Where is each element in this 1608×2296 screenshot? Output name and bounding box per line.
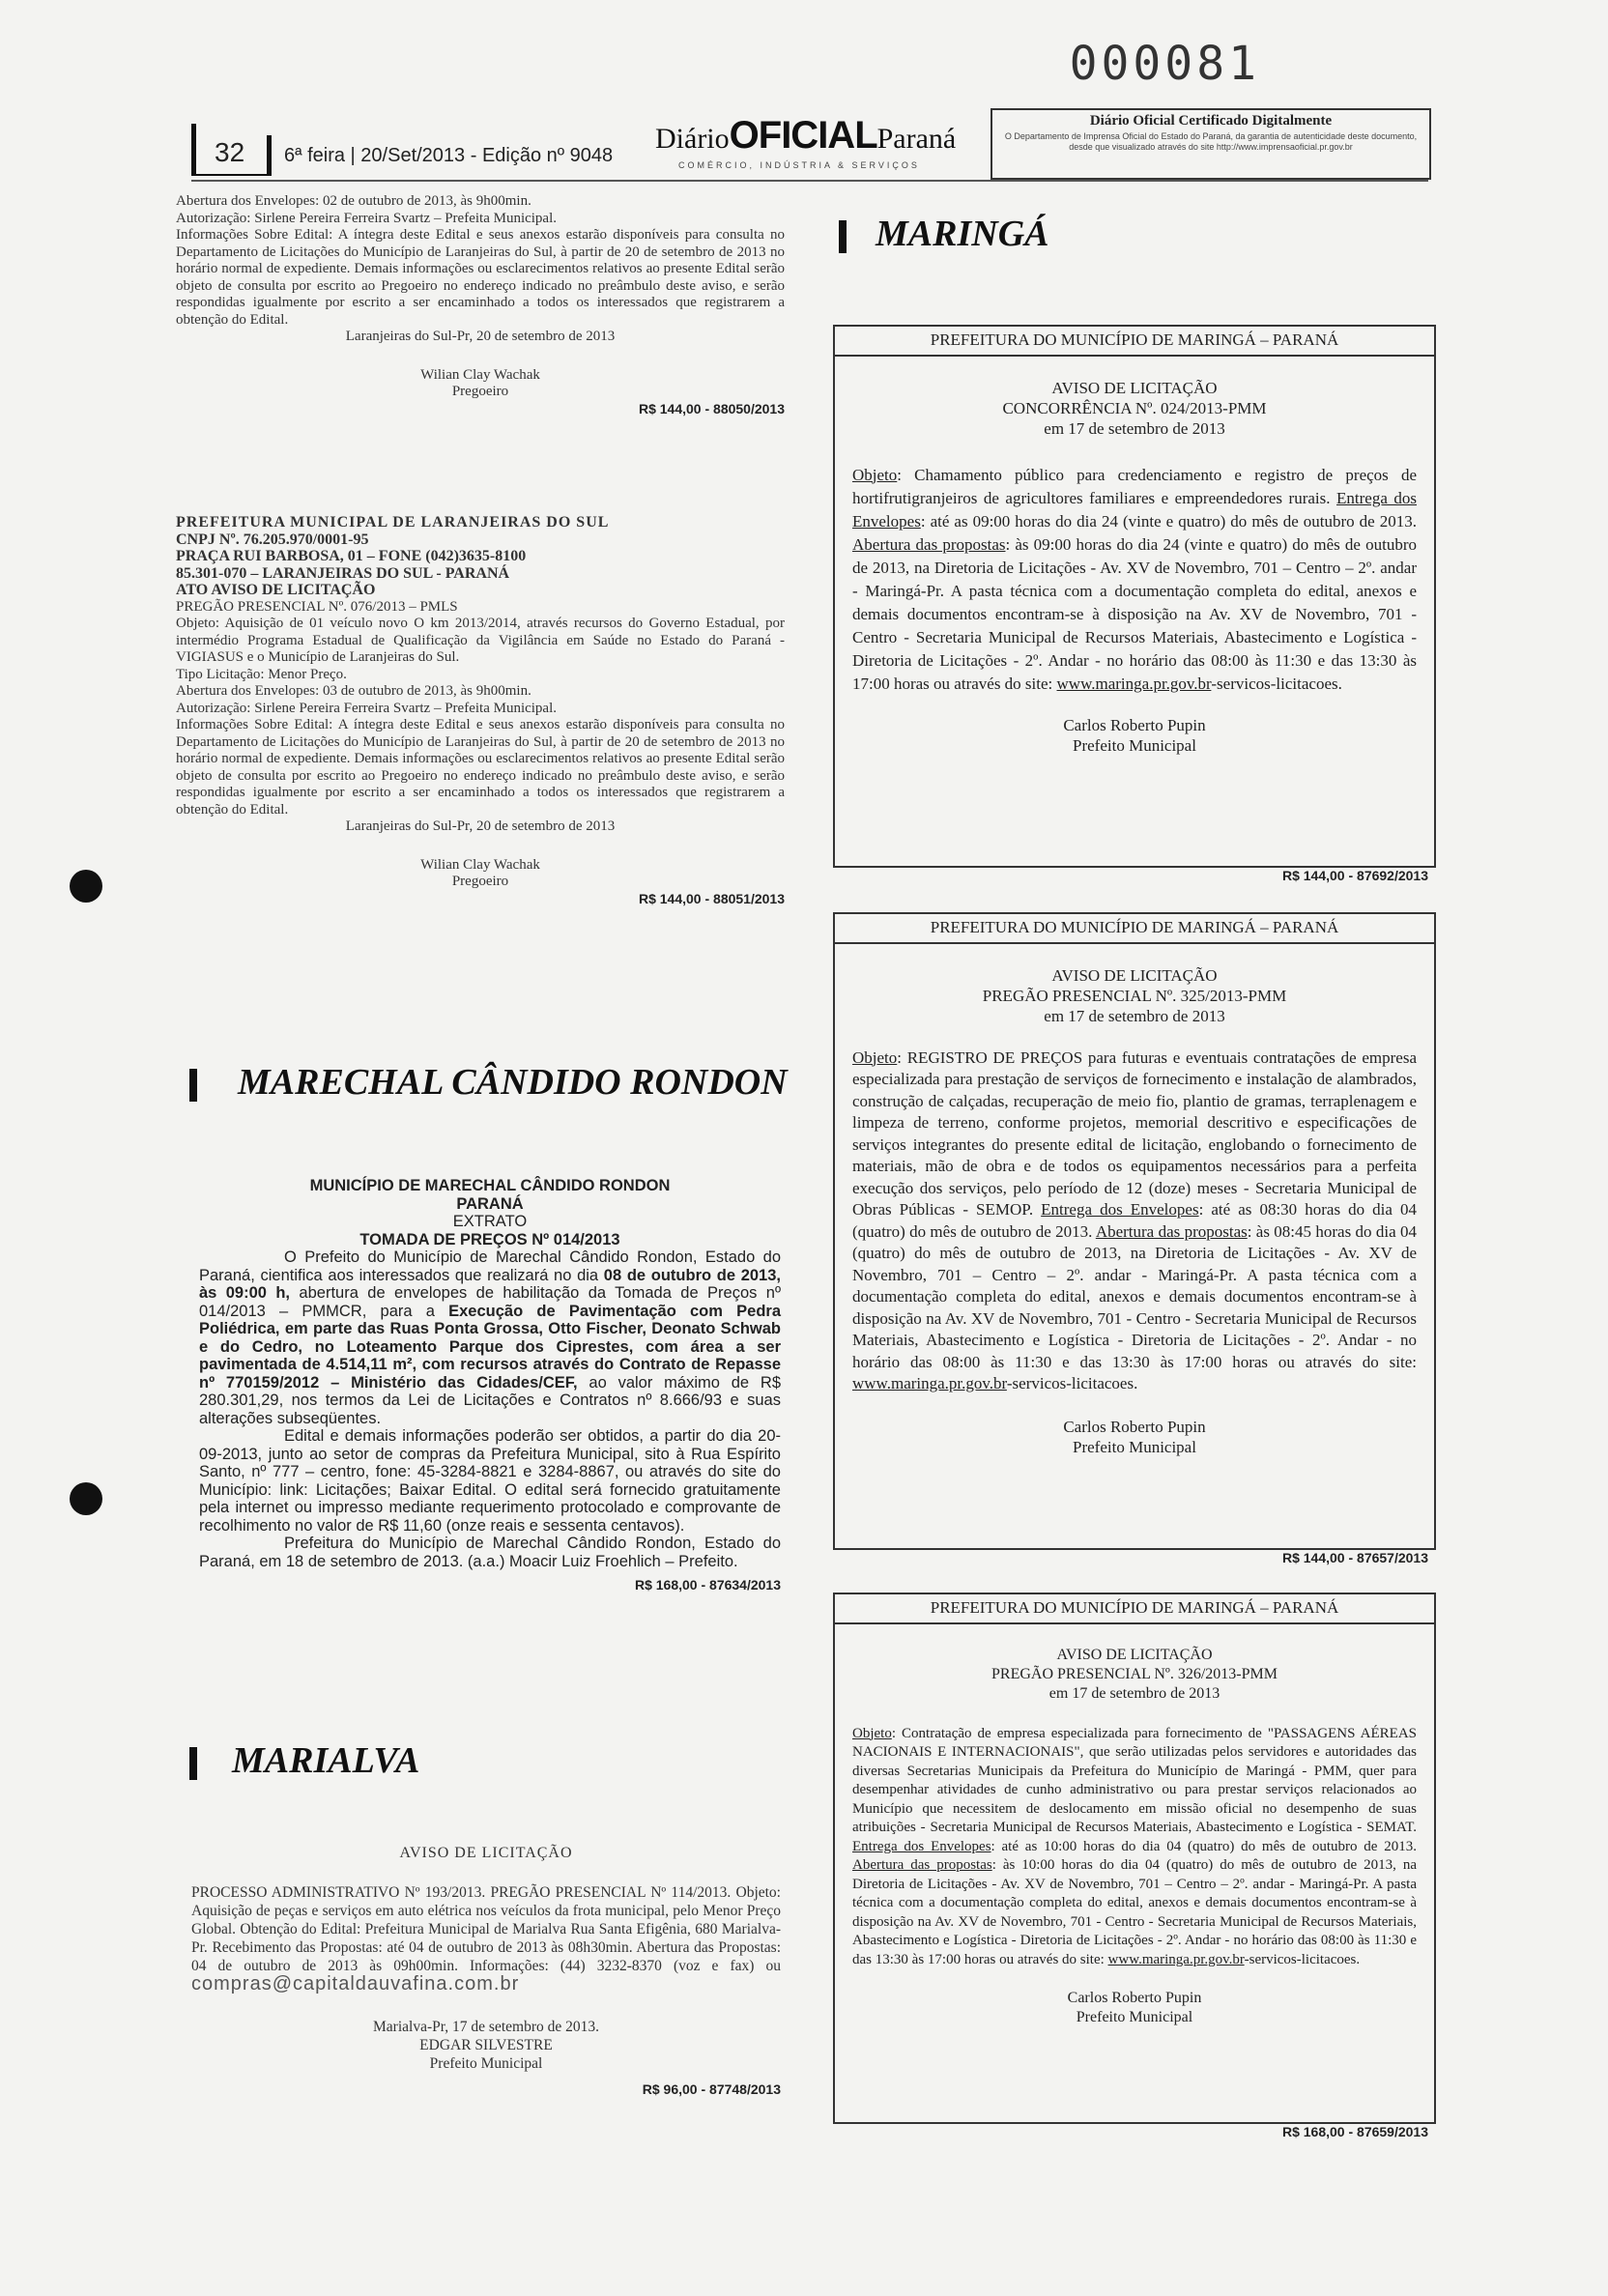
laranjeiras-notice xyxy=(176,514,785,907)
b3-line-2: PREGÃO PRESENCIAL Nº. 326/2013-PMM xyxy=(991,1665,1278,1682)
mar-sig-name: EDGAR SILVESTRE xyxy=(419,2037,553,2053)
cert-body: O Departamento de Imprensa Oficial do Estado do Paraná, da garantia de autenticidade deste documento, desde que visualizado através do site http://www.imprensaoficial.pr.gov.br xyxy=(1004,131,1418,152)
mar-price: R$ 96,00 - 87748/2013 xyxy=(642,2081,781,2097)
mcr-paragraph-1: O Prefeito do Município de Marechal Cândido Rondon, Estado do Paraná, cientifica aos interessados que realizará no dia 08 de outubro de 2013, às 09:00 h, abertura de envelopes de habilitação da Tomada de Preços nº 014/2013 – PMMCR, para a Execução de Pavimentação com Pedra Poliédrica, em parte das Ruas Ponta Grossa, Otto Fischer, Deonato Schwab e do Cedro, no Loteamento Parque dos Ciprestes, com área a ser pavimentada de 4.514,11 m², com recursos através do Contrato de Repasse nº 770159/2012 – Ministério das Cidades/CEF, ao valor máximo de R$ 280.301,29, nos termos da Lei de Licitações e Contratos nº 8.666/93 e suas alterações subseqüentes. xyxy=(199,1248,781,1427)
b3-line-3: em 17 de setembro de 2013 xyxy=(1048,1684,1220,1702)
b2-body: Objeto: REGISTRO DE PREÇOS para futuras e eventuais contratações de empresa especializada para prestação de serviços de fornecimento e instalação de alambrados, construção de calçadas, recuperação de meio fio, plantio de gramas, terraplenagem e limpeza de terreno, conforme projetos, memorial descritivo e especificações de serviços integrantes do presente edital de licitação, englobando o fornecimento de materiais, mão de obra e de todos os equipamentos necessários para a perfeita execução dos serviços, pelo período de 12 (doze) meses - Secretaria Municipal de Obras Públicas - SEMOP. Entrega dos Envelopes: até as 08:30 horas do dia 04 (quatro) do mês de outubro de 2013. Abertura das propostas: às 08:45 horas do dia 04 (quatro) do mês de outubro de 2013, na Diretoria de Licitações - Av. XV de Novembro, 701 – Centro – 2º. andar - Maringá-Pr. A pasta técnica com a documentação completa do edital, anexos e demais documentos encontram-se à disposição na Av. XV de Novembro, 701 - Centro - Secretaria Municipal de Recursos Materiais, Abastecimento e Logística - Diretoria de Licitações - 2º. Andar - no horário das 08:00 às 11:30 e das 13:30 às 17:00 horas ou através do site: www.maringa.pr.gov.br-servicos-licitacoes. xyxy=(852,1048,1418,1392)
b2-title: PREFEITURA DO MUNICÍPIO DE MARINGÁ – PARANÁ xyxy=(930,918,1339,936)
autorizacao-line: Autorização: Sirlene Pereira Ferreira Svartz – Prefeita Municipal. xyxy=(176,210,558,226)
b3-title: PREFEITURA DO MUNICÍPIO DE MARINGÁ – PARANÁ xyxy=(930,1598,1339,1617)
section-bar xyxy=(189,1069,197,1102)
b2-line-2: PREGÃO PRESENCIAL Nº. 325/2013-PMM xyxy=(982,986,1287,1005)
maringa-notice-2 xyxy=(833,912,1436,1550)
mar-local: Marialva-Pr, 17 de setembro de 2013. xyxy=(373,2019,599,2035)
maringa-notice-3 xyxy=(833,1593,1436,2124)
b2-price: R$ 144,00 - 87657/2013 xyxy=(1281,1550,1428,1565)
mcr-paragraph-2: Edital e demais informações poderão ser obtidos, a partir do dia 20-09-2013, junto ao setor de compras da Prefeitura Municipal, sito à Rua Espírito Santo, nº 777 – centro, fone: 45-3284-8821 e 3284-8867, ou através do site do Município: link: Licitações; Baixar Edital. O edital será fornecido gratuitamente pela internet ou impresso mediante requerimento protocolado e comprovante de recolhimento no valor de R$ 11,60 (onze reais e sessenta centavos). xyxy=(199,1427,781,1535)
lar-autorizacao: Autorização: Sirlene Pereira Ferreira Svartz – Prefeita Municipal. xyxy=(176,700,558,716)
section-bar xyxy=(189,1747,197,1780)
mar-sig-role: Prefeito Municipal xyxy=(429,2055,543,2072)
lar-pregao: PREGÃO PRESENCIAL Nº. 076/2013 – PMLS xyxy=(176,598,458,615)
price-tag: R$ 144,00 - 88050/2013 xyxy=(638,400,785,416)
header-rule xyxy=(191,180,1428,182)
b3-site-link[interactable]: www.maringa.pr.gov.br xyxy=(1107,1951,1245,1967)
marechal-notice xyxy=(199,1177,781,1594)
lar-header-5: ATO AVISO DE LICITAÇÃO xyxy=(176,582,376,598)
b1-site-link[interactable]: www.maringa.pr.gov.br xyxy=(1056,674,1212,693)
lar-objeto: Objeto: Aquisição de 01 veículo novo O km 2013/2014, através recursos do Governo Estadual, por intermédio Programa Estadual de Qualificação da Vigilância em Saúde no Estado do Paraná - VIGIASUS e o Município de Laranjeiras do Sul. xyxy=(176,616,785,665)
b1-sig-name: Carlos Roberto Pupin xyxy=(1063,715,1206,734)
maringa-notice-1 xyxy=(833,325,1436,868)
b3-body: Objeto: Contratação de empresa especializada para fornecimento de "PASSAGENS AÉREAS NACIONAIS E INTERNACIONAIS", que serão utilizadas pelos servidores e autoridades das diversas Secretarias Municipais da Prefeitura do Município de Maringá - PMM, quer para desempenhar atividades de cunho administrativo ou para prestar serviços relacionados ao Município que necessitem de deslocamento em missão oficial no desempenho de suas atribuições - Secretaria Municipal de Recursos Materiais, Abastecimento e Logística - SEMAT. Entrega dos Envelopes: até as 10:00 horas do dia 04 (quatro) do mês de outubro de 2013. Abertura das propostas: às 10:00 horas do dia 04 (quatro) do mês de outubro de 2013, na Diretoria de Licitações - Av. XV de Novembro, 701 – Centro – 2º. andar - Maringá-Pr. A pasta técnica com a documentação completa do edital, anexos e demais documentos encontram-se à disposição na Av. XV de Novembro, 701 - Centro - Secretaria Municipal de Recursos Materiais, Abastecimento e Logística - Diretoria de Licitações - 2º. Andar - no horário das 08:00 às 11:30 e das 13:30 às 17:00 horas ou através do site: www.maringa.pr.gov.br-servicos-licitacoes. xyxy=(852,1725,1417,1967)
lar-header-2: CNPJ Nº. 76.205.970/0001-95 xyxy=(176,531,369,548)
cert-title: Diário Oficial Certificado Digitalmente xyxy=(1089,113,1333,129)
mcr-paragraph-3: Prefeitura do Município de Marechal Cândido Rondon, Estado do Paraná, em 18 de setembro de 2013. (a.a.) Moacir Luiz Froehlich – Prefeito. xyxy=(199,1535,781,1570)
lar-sig-name: Wilian Clay Wachak xyxy=(420,856,540,873)
signature-role: Pregoeiro xyxy=(451,384,509,399)
b3-line-1: AVISO DE LICITAÇÃO xyxy=(1056,1646,1213,1663)
b1-line-3: em 17 de setembro de 2013 xyxy=(1044,418,1225,438)
lar-header-4: 85.301-070 – LARANJEIRAS DO SUL - PARANÁ xyxy=(176,564,510,582)
punch-hole xyxy=(70,870,102,903)
b1-sig-role: Prefeito Municipal xyxy=(1073,735,1196,755)
section-heading-marechal: MARECHAL CÂNDIDO RONDON xyxy=(238,1062,788,1103)
b2-line-1: AVISO DE LICITAÇÃO xyxy=(1051,965,1218,985)
masthead-subtitle: COMÉRCIO, INDÚSTRIA & SERVIÇOS xyxy=(678,160,920,170)
lar-abertura: Abertura dos Envelopes: 03 de outubro de 2013, às 9h00min. xyxy=(176,683,531,699)
mcr-h4: TOMADA DE PREÇOS Nº 014/2013 xyxy=(359,1230,620,1248)
masthead-logo: DiárioOFICIALParaná xyxy=(655,114,957,157)
b3-price: R$ 168,00 - 87659/2013 xyxy=(1281,2124,1428,2139)
abertura-line: Abertura dos Envelopes: 02 de outubro de 2013, às 9h00min. xyxy=(176,193,531,209)
header-separator xyxy=(267,135,272,176)
b2-sig-role: Prefeito Municipal xyxy=(1073,1437,1196,1456)
b1-price: R$ 144,00 - 87692/2013 xyxy=(1281,868,1428,883)
b3-sig-name: Carlos Roberto Pupin xyxy=(1067,1990,1202,2006)
lar-local: Laranjeiras do Sul-Pr, 20 de setembro de 2013 xyxy=(345,818,616,834)
mar-body: PROCESSO ADMINISTRATIVO Nº 193/2013. PREGÃO PRESENCIAL Nº 114/2013. Objeto: Aquisição de peças e serviços em auto elétrica nos veículos da frota municipal, pelo Menor Preço Global. Obtenção do Edital: Prefeitura Municipal de Marialva Rua Santa Efigênia, 680 Marialva-Pr. Recebimento das Propostas: até 04 de outubro de 2013 às 08h30min. Abertura das Propostas: 04 de outubro de 2013 às 09h00min. Informações: (44) 3232-8370 (voz e fax) ou compras@capitaldauvafina.com.br xyxy=(191,1884,781,1995)
mcr-h2: PARANÁ xyxy=(456,1194,524,1213)
mar-email: compras@capitaldauvafina.com.br xyxy=(191,1973,520,1995)
info-paragraph: Informações Sobre Edital: A íntegra deste Edital e seus anexos estarão disponíveis para consulta no Departamento de Licitações do Município de Laranjeiras do Sul, à partir de 20 de setembro de 2013 no horário normal de expediente. Demais informações ou esclarecimentos relativos ao presente Edital serão objeto de consulta por escrito ao Pregoeiro no endereço indicado no preâmbulo deste aviso, e serão respondidas igualmente por escrito a ser encaminhado a todos os interessados que registrarem a obtenção do Edital. xyxy=(176,227,785,328)
mar-title: AVISO DE LICITAÇÃO xyxy=(399,1845,573,1861)
signature-name: Wilian Clay Wachak xyxy=(420,366,540,383)
b2-site-link[interactable]: www.maringa.pr.gov.br xyxy=(852,1374,1007,1392)
lar-sig-role: Pregoeiro xyxy=(451,874,509,889)
lar-tipo: Tipo Licitação: Menor Preço. xyxy=(176,666,347,682)
b2-line-3: em 17 de setembro de 2013 xyxy=(1044,1006,1225,1025)
laranjeiras-continuation xyxy=(176,193,785,417)
section-bar xyxy=(839,220,847,253)
section-heading-maringa: MARINGÁ xyxy=(876,214,1049,254)
b1-body: Objeto: Chamamento público para credenciamento e registro de preços de hortifrutigranjeiros de agricultores familiares e empreendedores rurais. Entrega dos Envelopes: até as 09:00 horas do dia 24 (vinte e quatro) do mês de outubro de 2013. Abertura das propostas: às 09:00 horas do dia 24 (vinte e quatro) do mês de outubro de 2013, na Diretoria de Licitações - Av. XV de Novembro, 701 – Centro – 2º. andar - Maringá-Pr. A pasta técnica com a documentação completa do edital, anexos e demais documentos encontram-se à disposição na Av. XV de Novembro, 701 - Centro - Secretaria Municipal de Recursos Materiais, Abastecimento e Logística - Diretoria de Licitações - 2º. Andar - no horário das 08:00 às 11:30 e das 13:30 às 17:00 horas ou através do site: www.maringa.pr.gov.br-servicos-licitacoes. xyxy=(852,465,1417,693)
mcr-h3: EXTRATO xyxy=(452,1213,528,1230)
marialva-notice xyxy=(191,1844,781,2099)
b2-sig-name: Carlos Roberto Pupin xyxy=(1063,1417,1206,1436)
mcr-h1: MUNICÍPIO DE MARECHAL CÂNDIDO RONDON xyxy=(309,1177,671,1194)
local-date: Laranjeiras do Sul-Pr, 20 de setembro de 2013 xyxy=(345,329,616,344)
lar-info: Informações Sobre Edital: A íntegra deste Edital e seus anexos estarão disponíveis para consulta no Departamento de Licitações do Município de Laranjeiras do Sul, à partir de 20 de setembro de 2013 no horário normal de expediente. Demais informações ou esclarecimentos relativos ao presente Edital serão objeto de consulta por escrito ao Pregoeiro no endereço indicado no preâmbulo deste aviso, e serão respondidas igualmente por escrito a ser encaminhado a todos os interessados que registrarem a obtenção do Edital. xyxy=(176,717,785,818)
lar-price: R$ 144,00 - 88051/2013 xyxy=(638,890,785,906)
b1-line-2: CONCORRÊNCIA Nº. 024/2013-PMM xyxy=(1002,398,1267,417)
mcr-price: R$ 168,00 - 87634/2013 xyxy=(634,1577,781,1593)
page-number: 32 xyxy=(215,137,245,167)
section-heading-marialva: MARIALVA xyxy=(232,1740,420,1781)
lar-header-3: PRAÇA RUI BARBOSA, 01 – FONE (042)3635-8100 xyxy=(176,548,527,564)
b3-sig-role: Prefeito Municipal xyxy=(1076,2009,1193,2025)
issue-date-edition: 6ª feira | 20/Set/2013 - Edição nº 9048 xyxy=(284,145,614,166)
b1-title: PREFEITURA DO MUNICÍPIO DE MARINGÁ – PARANÁ xyxy=(930,330,1339,349)
digital-certification-box xyxy=(991,108,1431,180)
page-stamp: 000081 xyxy=(1069,37,1260,91)
b1-line-1: AVISO DE LICITAÇÃO xyxy=(1051,378,1218,397)
punch-hole xyxy=(70,1482,102,1515)
lar-header-1: PREFEITURA MUNICIPAL DE LARANJEIRAS DO SUL xyxy=(176,514,610,531)
